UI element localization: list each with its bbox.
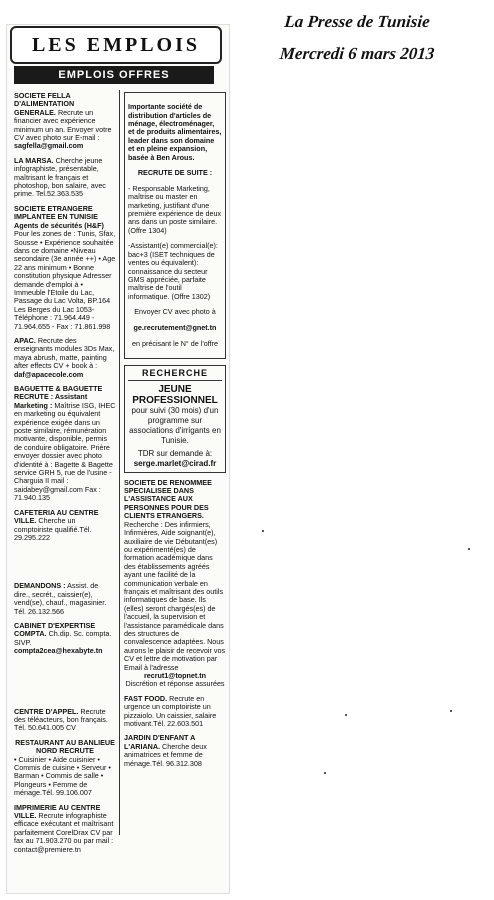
- ad-head: CABINET D'EXPERTISE COMPTA.: [14, 620, 96, 639]
- ad-body: Recrute infographiste efficace exécutant et maîtrisant parfaitement CorelDrax CV par fax au 71.903.270 ou par mail : contact@premiere.tn: [14, 811, 114, 854]
- ad-item: [14, 385, 116, 503]
- ad-item: [14, 622, 116, 656]
- ad-head: BAGUETTE & BAGUETTE RECRUTE : Assistant Marketing :: [14, 384, 103, 410]
- ad-head: LA MARSA.: [14, 155, 54, 165]
- ad-tdr: TDR sur demande à:: [137, 448, 213, 458]
- speck: [450, 710, 452, 712]
- ad-item: [14, 509, 116, 543]
- ad-item: [14, 739, 116, 798]
- ad-body: Recrute en urgence un comptoiriste un pizzaiolo. Un caissier, salaire motivant.Tél. 22.603.501: [124, 693, 217, 729]
- section-title: LES EMPLOIS: [10, 26, 222, 64]
- speck: [468, 548, 470, 550]
- ad-head: IMPRIMERIE AU CENTRE VILLE.: [14, 802, 101, 821]
- ad-body: Assist. de dire., secrét., caissier(e), vend(se), chauf., magasinier. Tél. 26.132.566: [14, 581, 107, 616]
- ad-box-distribution: [124, 92, 226, 359]
- ad-email[interactable]: sagfella@gmail.com: [14, 141, 84, 151]
- ad-body: pour suivi (30 mois) d'un programme sur associations d'irrigants en Tunisie.: [129, 405, 221, 445]
- ad-email[interactable]: ge.recrutement@gnet.tn: [133, 323, 217, 333]
- ad-item: [14, 157, 116, 199]
- ad-email[interactable]: compta2cea@hexabyte.tn: [14, 646, 103, 656]
- ad-head: CAFETERIA AU CENTRE VILLE.: [14, 507, 99, 526]
- ad-item: [14, 582, 116, 616]
- ad-head: CENTRE D'APPEL.: [14, 706, 79, 716]
- ad-item: [14, 92, 116, 151]
- ad-body: Recrute des téléacteurs, bon français. Tél. 50.641.005 CV: [14, 706, 108, 733]
- ad-head: DEMANDONS :: [14, 581, 66, 591]
- ad-item: [124, 695, 226, 729]
- speck: [262, 530, 264, 532]
- column-divider: [119, 90, 120, 835]
- section-banner: EMPLOIS OFFRES: [14, 66, 214, 84]
- ad-body: Cherche deux animatrices et femme de ménage.Tél. 96.312.308: [124, 741, 207, 768]
- speck: [345, 714, 347, 716]
- ad-head: SOCIETE FELLA D'ALIMENTATION GENERALE.: [14, 91, 75, 117]
- ad-head: APAC.: [14, 335, 36, 345]
- ad-head: RESTAURANT AU BANLIEUE NORD RECRUTE: [15, 737, 115, 756]
- speck: [324, 772, 326, 774]
- ad-item: [14, 708, 116, 733]
- ad-email[interactable]: daf@apacecole.com: [14, 369, 84, 379]
- ad-note: en précisant le N° de l'offre: [131, 338, 219, 348]
- ad-body: Pour les zones de : Tunis, Sfax, Sousse • Expérience souhaitée dans ce domaine •Niveau secondaire (3e année ++) • Age 22 ans minimum • Bonne constitution physique Adresser demande d'emploi à • Immeuble l'Etoile du Lac, Passage du Lac Volta, BP.164 Les Berges du Lac 1053- Téléphone : 71.964.449 - 71.964.655 - Fax : 71.861.998: [14, 229, 116, 331]
- ad-position: JEUNE PROFESSIONNEL: [132, 383, 218, 406]
- ad-intro: Importante société de distribution d'articles de ménage, électroménager, et de produits alimentaires, leader dans son domaine et en pleine expansion, basée à Ben Arous.: [128, 102, 222, 162]
- ad-body: Cherche jeune infographiste, présentable, maîtrisant le français et photoshop, bon salaire, avec prime. Tel.52.363.535: [14, 155, 106, 199]
- ad-body: Recrute un financier avec expérience minimum un an. Envoyer votre CV avec photo sur E-mail :: [14, 107, 112, 143]
- ad-body: Recherche : Des infirmiers, Infirmières, Aide soignant(e), auxiliaire de vie Débutant(es) ou expérimenté(es) de formation académique dans des établissements agréés ayant une facilité de la communication verbale en français et maîtrisant des outils informatiques de base. Ils (elles) seront chargés(es) de l'accueil, la supervision et l'assistance paramédicale dans des structures de convalescence adaptées. Nous aurons le plaisir de recevoir vos CV et lettre de motivation par Email à l'adresse: [124, 519, 226, 672]
- ad-item: [14, 804, 116, 854]
- ad-head: JARDIN D'ENFANT A L'ARIANA.: [124, 733, 196, 751]
- ad-title: RECHERCHE: [128, 369, 222, 380]
- ad-footer: Envoyer CV avec photo à: [134, 307, 216, 317]
- ad-head: FAST FOOD.: [124, 693, 168, 703]
- ad-body: • Cuisinier • Aide cuisinier • Commis de cuisine • Serveur • Barman • Commis de salle • Plongeurs • Femme de ménage.Tél. 99.106.007: [14, 754, 111, 798]
- ad-tail: Discrétion et réponse assurées: [125, 679, 225, 689]
- ad-body: Cherche un comptoiriste qualifié.Tél. 29.295.222: [14, 516, 92, 542]
- ad-para: -Assistant(e) commercial(e): bac+3 (ISET techniques de ventes ou équivalent): connaissance du secteur GMS appréciée, parfaite maîtrise de l'outil informatique. (Offre 1302): [128, 241, 218, 301]
- ad-email[interactable]: serge.marlet@cirad.fr: [133, 458, 217, 468]
- ad-body: Maîtrise ISG, IHEC en marketing ou équivalent expérience exigée dans un poste similaire, rémunération motivante, disponible, permis de conduire obligatoire. Prière envoyer dossier avec photo d'identité à : Bagette & Bagette service GRH 5, rue de l'usine - Charguia II mail : saidabey@gmail.com Fax : 71.940.135: [14, 400, 116, 503]
- ad-title: RECRUTE DE SUITE :: [137, 168, 213, 178]
- ad-body: Recrute des enseignants modules 3Ds Max, maya abrush, matte, painting after effects CV + book à :: [14, 335, 115, 371]
- ad-body: Ch.dip. Sc. compta. SIVP.: [14, 629, 112, 647]
- ad-head: SOCIETE DE RENOMMEE SPECIALISEE DANS L'ASSISTANCE AUX PERSONNES POUR DES CLIENTS ETRANGERS.: [124, 477, 212, 521]
- ad-email[interactable]: recrut1@topnet.tn: [143, 671, 207, 680]
- ad-para: - Responsable Marketing, maîtrise ou master en marketing, justifiant d'une première expérience de deux ans dans un poste similaire. (Offre 1304): [128, 183, 222, 235]
- newspaper-name: La Presse de Tunisie: [283, 12, 431, 31]
- ad-item: [14, 205, 116, 331]
- ad-box-recherche: [124, 365, 226, 472]
- ad-head: SOCIETE ETRANGERE IMPLANTEE EN TUNISIE Agents de sécurités (H&F): [14, 203, 104, 230]
- left-column: [14, 92, 116, 860]
- ad-item: [124, 479, 226, 689]
- right-column: [124, 92, 226, 774]
- ad-item: [124, 734, 226, 768]
- ad-item: [14, 337, 116, 379]
- newspaper-date: Mercredi 6 mars 2013: [279, 44, 436, 63]
